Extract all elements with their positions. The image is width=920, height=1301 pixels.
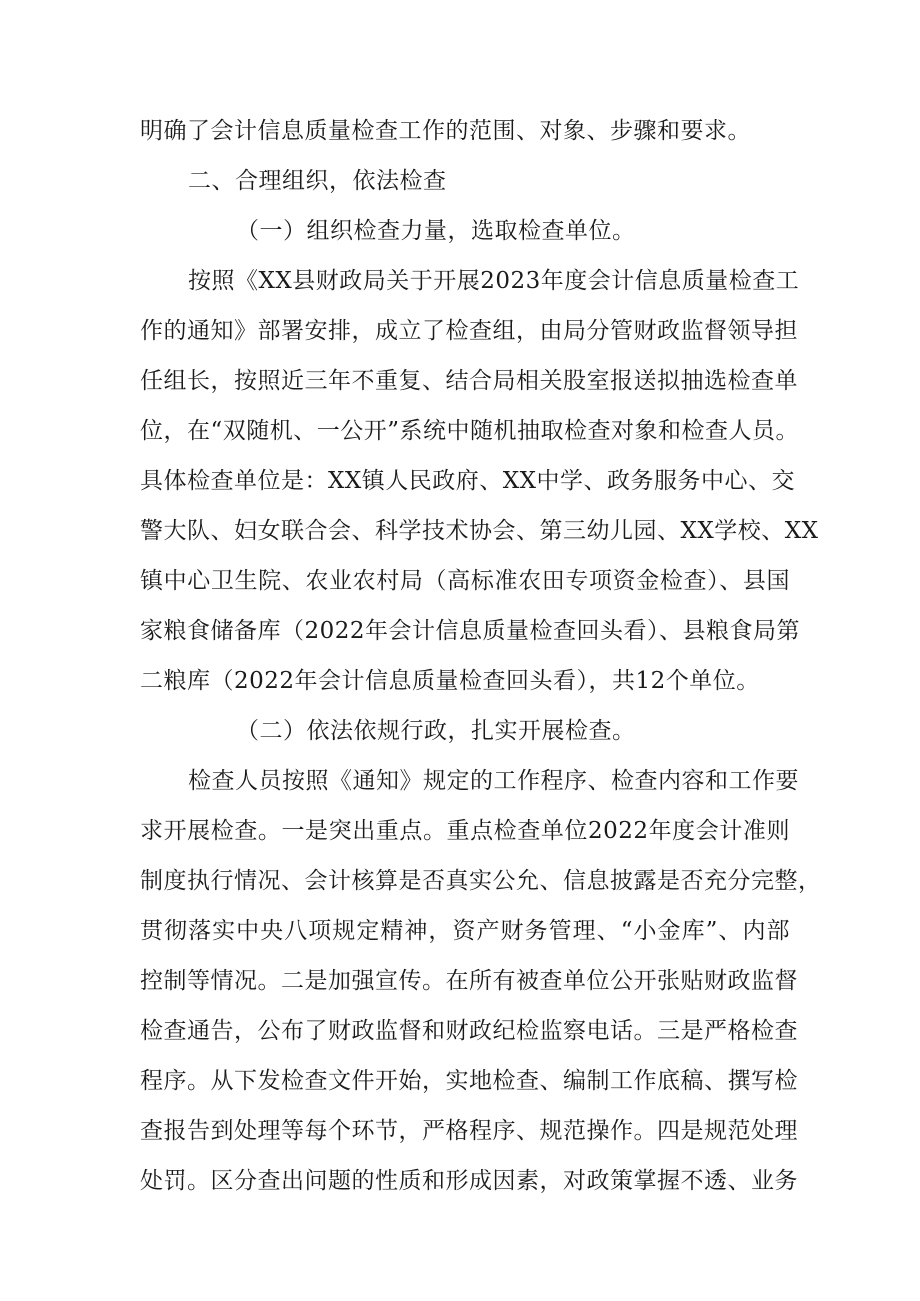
paragraph-line: 检查人员按照《通知》规定的工作程序、检查内容和工作要 — [188, 768, 799, 794]
paragraph-line: 具体检查单位是：XX镇人民政府、XX中学、政务服务中心、交 — [140, 468, 795, 494]
paragraph-line: 作的通知》部署安排，成立了检查组，由局分管财政监督领导担 — [140, 318, 798, 344]
paragraph-line: 二粮库（2022年会计信息质量检查回头看），共12个单位。 — [140, 668, 760, 694]
paragraph-line: 制度执行情况、会计核算是否真实公允、信息披露是否充分完整， — [140, 868, 822, 894]
subsection-heading: （二）依法依规行政，扎实开展检查。 — [236, 718, 636, 744]
paragraph-line: 位，在“双随机、一公开”系统中随机抽取检查对象和检查人员。 — [140, 418, 800, 444]
paragraph-line: 按照《XX县财政局关于开展2023年度会计信息质量检查工 — [188, 268, 800, 294]
paragraph-line: 明确了会计信息质量检查工作的范围、对象、步骤和要求。 — [140, 118, 751, 144]
section-heading: 二、合理组织，依法检查 — [188, 168, 447, 194]
paragraph-line: 查报告到处理等每个环节，严格程序、规范操作。四是规范处理 — [140, 1118, 798, 1144]
paragraph-line: 检查通告，公布了财政监督和财政纪检监察电话。三是严格检查 — [140, 1018, 798, 1044]
paragraph-line: 处罚。区分查出问题的性质和形成因素，对政策掌握不透、业务 — [140, 1168, 798, 1194]
paragraph-line: 镇中心卫生院、农业农村局（高标准农田专项资金检查）、县国 — [140, 568, 790, 594]
paragraph-line: 程序。从下发检查文件开始，实地检查、编制工作底稿、撰写检 — [140, 1068, 798, 1094]
paragraph-line: 任组长，按照近三年不重复、结合局相关股室报送拟抽选检查单 — [140, 368, 798, 394]
paragraph-line: 家粮食储备库（2022年会计信息质量检查回头看）、县粮食局第 — [140, 618, 801, 644]
paragraph-line: 警大队、妇女联合会、科学技术协会、第三幼儿园、XX学校、XX — [140, 518, 819, 544]
paragraph-line: 贯彻落实中央八项规定精神，资产财务管理、“小金库”、内部 — [140, 918, 790, 944]
paragraph-line: 控制等情况。二是加强宣传。在所有被查单位公开张贴财政监督 — [140, 968, 798, 994]
subsection-heading: （一）组织检查力量，选取检查单位。 — [236, 218, 636, 244]
paragraph-line: 求开展检查。一是突出重点。重点检查单位2022年度会计准则 — [140, 818, 790, 844]
